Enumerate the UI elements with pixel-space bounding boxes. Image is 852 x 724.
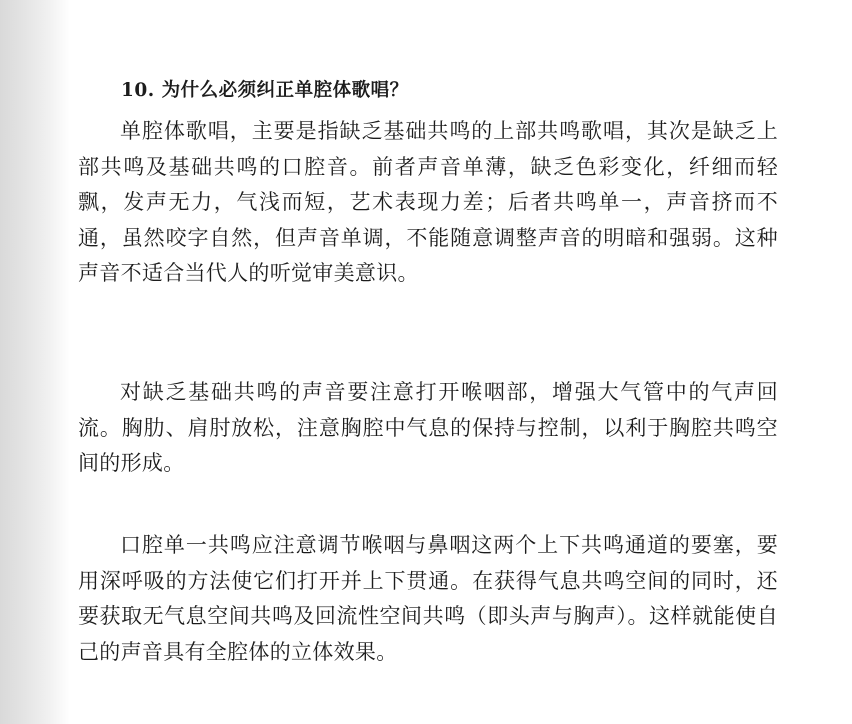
paragraph-single-cavity-definition: 单腔体歌唱，主要是指缺乏基础共鸣的上部共鸣歌唱，其次是缺乏上部共鸣及基础共鸣的口腔音。前者声音单薄，缺乏色彩变化，纤细而轻飘，发声无力，气浅而短，艺术表现力差；后者共鸣单一，声音挤而不通，虽然咬字自然，但声音单调，不能随意调整声音的明暗和强弱。这种声音不适合当代人的听觉审美意识。 [78,119,778,285]
paragraph-oral-resonance-remedy: 口腔单一共鸣应注意调节喉咽与鼻咽这两个上下共鸣通道的要塞，要用深呼吸的方法使它们打开并上下贯通。在获得气息共鸣空间的同时，还要获取无气息空间共鸣及回流性空间共鸣（即头声与胸声）。这样就能使自己的声音具有全腔体的立体效果。 [78,533,778,664]
section-heading: 10. 为什么必须纠正单腔体歌唱？ [121,80,409,101]
paragraph-base-resonance-remedy: 对缺乏基础共鸣的声音要注意打开喉咽部，增强大气管中的气声回流。胸肋、肩肘放松，注意胸腔中气息的保持与控制，以利于胸腔共鸣空间的形成。 [78,380,778,475]
